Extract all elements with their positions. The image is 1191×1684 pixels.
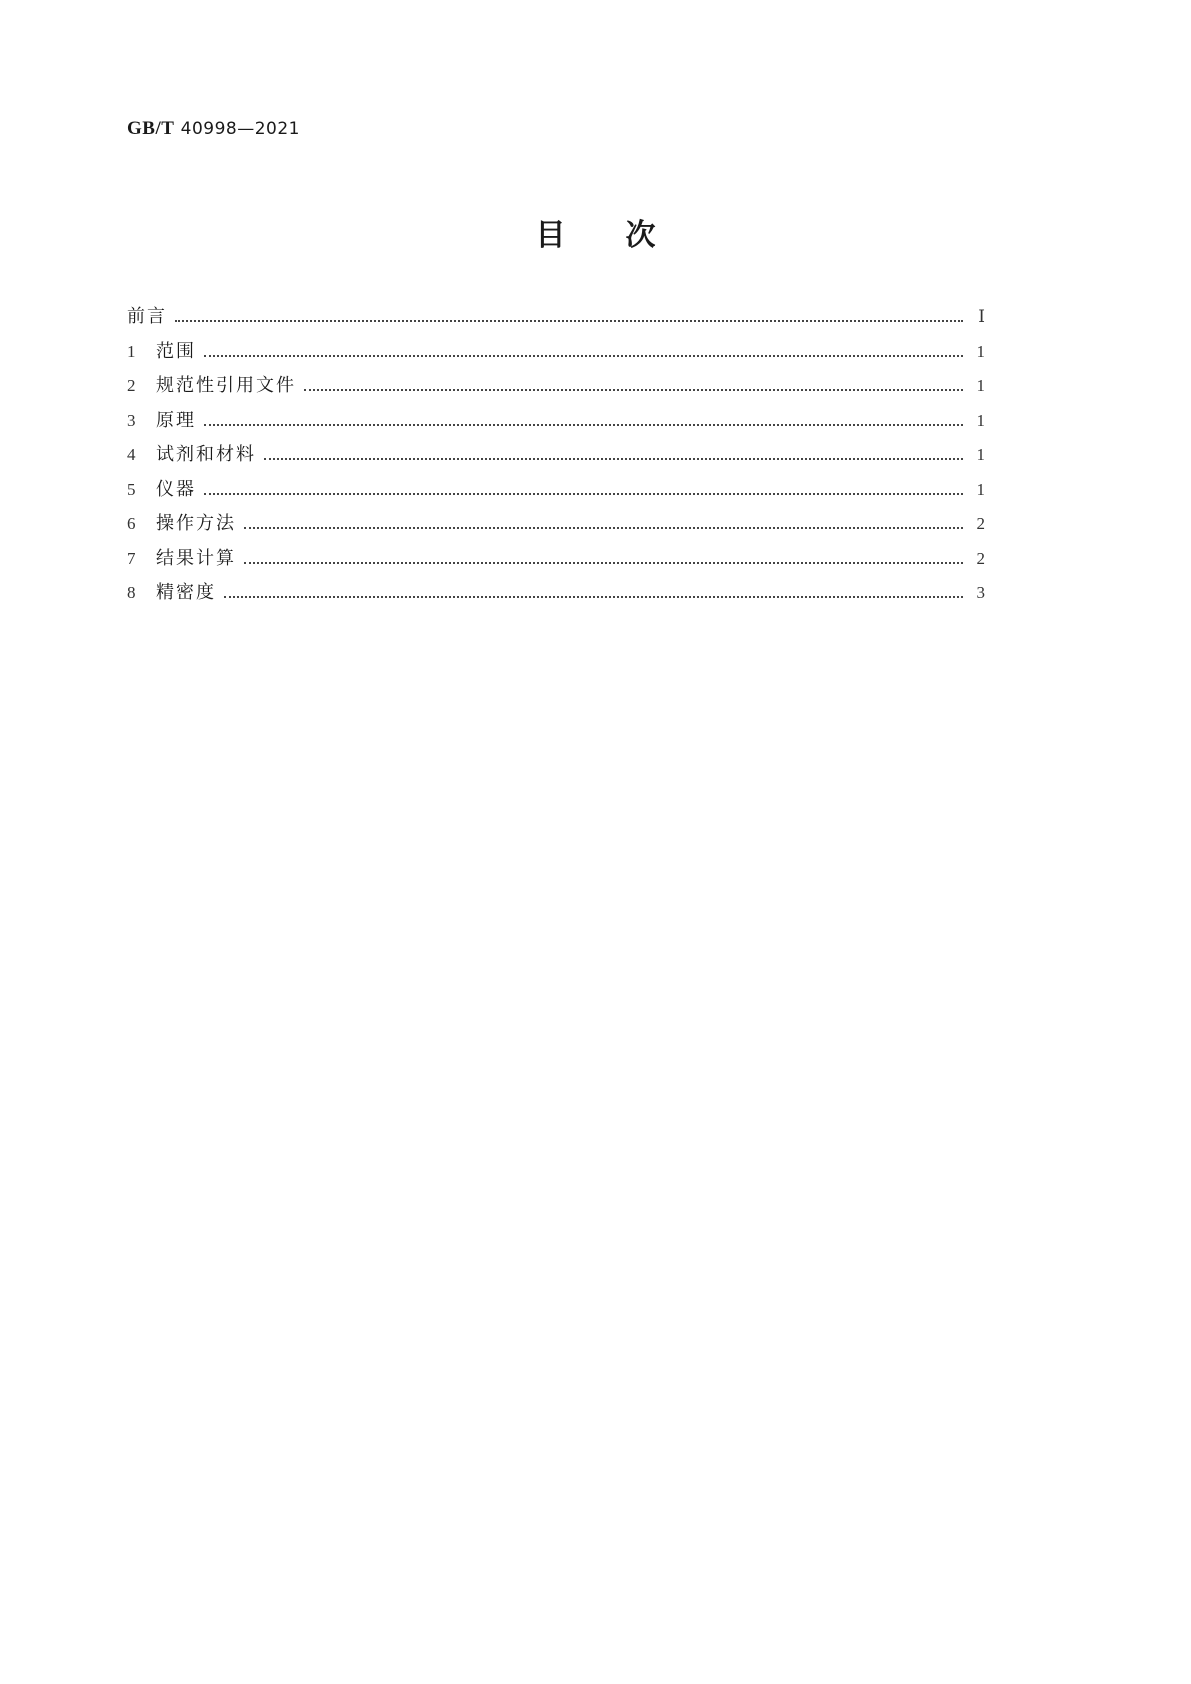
toc-entry-page: 1 [976,376,985,395]
dot-leader [204,355,963,357]
toc-entry-page: Ⅰ [978,307,985,326]
toc-entry-foreword[interactable] [127,300,985,335]
dot-leader [264,458,963,460]
toc-entry-instruments[interactable] [127,473,985,508]
standard-number: 40998—2021 [180,119,300,139]
toc-entry-number: 3 [127,410,136,430]
dot-leader [244,527,963,529]
dot-leader [204,493,963,495]
toc-entry-page: 2 [976,514,985,533]
toc-entry-precision[interactable] [127,576,985,611]
toc-entry-calculation[interactable] [127,542,985,577]
toc-entry-number: 8 [127,583,136,602]
dot-leader [175,320,963,322]
toc-entry-label: 规范性引用文件 [156,375,296,396]
standard-prefix: GB/T [127,118,175,139]
toc-entry-procedure[interactable] [127,507,985,542]
toc-entry-number: 2 [127,376,136,395]
toc-entry-number: 6 [127,514,136,533]
toc-entry-label: 原理 [156,409,196,431]
toc-entry-page: 3 [976,583,985,602]
dot-leader [204,424,963,426]
toc-entry-page: 1 [976,445,985,464]
toc-entry-number: 1 [127,341,136,361]
toc-title: 目次 [535,218,716,253]
toc-entry-label: 仪器 [156,478,196,500]
toc-entry-number: 5 [127,479,136,499]
toc-entry-label: 操作方法 [156,513,236,534]
toc-entry-page: 2 [976,548,985,568]
dot-leader [244,562,963,564]
toc-entry-label: 前言 [127,306,167,327]
toc-entry-label: 结果计算 [156,547,236,569]
toc-entry-label: 精密度 [156,582,216,603]
toc-entry-number: 7 [127,548,136,568]
toc-entry-label: 试剂和材料 [156,444,256,465]
dot-leader [304,389,963,391]
toc-entry-number: 4 [127,445,136,464]
toc-entry-label: 范围 [156,340,196,362]
toc-entry-page: 1 [976,410,985,430]
toc-entry-page: 1 [976,341,985,361]
table-of-contents [127,300,985,611]
toc-entry-normative-references[interactable] [127,369,985,404]
standard-code [127,118,300,140]
dot-leader [224,596,963,598]
toc-entry-reagents-materials[interactable] [127,438,985,473]
toc-entry-scope[interactable] [127,335,985,370]
toc-entry-principle[interactable] [127,404,985,439]
toc-entry-page: 1 [976,479,985,499]
